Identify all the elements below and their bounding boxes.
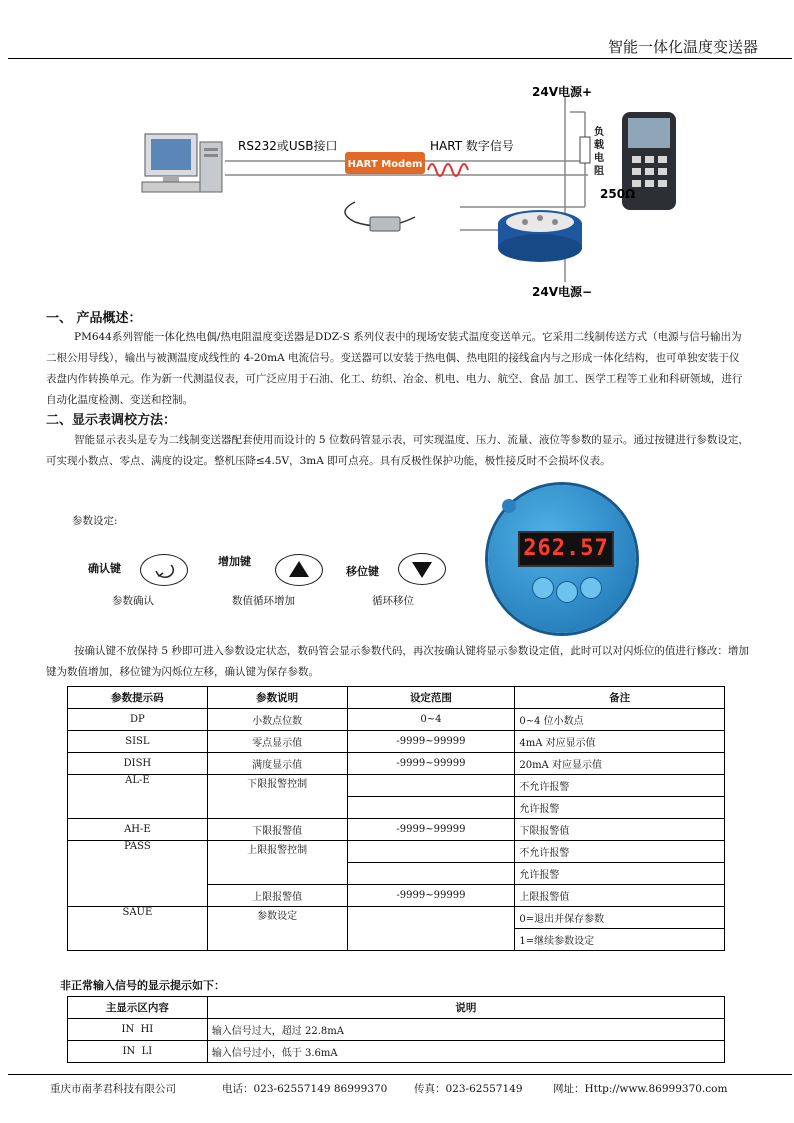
power-plus-label: 24V电源+ bbox=[532, 85, 593, 99]
shift-key-title: 移位键 bbox=[346, 565, 379, 578]
table-row: 允许报警 bbox=[68, 797, 725, 819]
signal-label: HART 数字信号 bbox=[430, 139, 514, 153]
wiring-diagram bbox=[130, 82, 690, 300]
abnormal-title: 非正常输入信号的显示提示如下： bbox=[60, 979, 225, 992]
table-row: DISH 满度显示值 -9999~99999 20mA 对应显示值 bbox=[68, 753, 725, 775]
confirm-key-caption: 参数确认 bbox=[112, 595, 154, 607]
table-row: SAUE 参数设定 0=退出并保存参数 bbox=[68, 907, 725, 929]
abnormal-table bbox=[67, 996, 725, 1063]
table-row: SISL 零点显示值 -9999~99999 4mA 对应显示值 bbox=[68, 731, 725, 753]
table-row: IN LI 输入信号过小，低于 3.6mA bbox=[68, 1041, 725, 1063]
modem-cable-icon bbox=[345, 202, 415, 231]
abnormal-table-header: 主显示区内容 bbox=[68, 997, 208, 1019]
footer-website: 网址：Http://www.86999370.com bbox=[553, 1083, 728, 1095]
mount-screw bbox=[502, 499, 516, 513]
table-row: AL-E 下限报警控制 不允许报警 bbox=[68, 775, 725, 797]
table-row: 允许报警 bbox=[68, 863, 725, 885]
transmitter-module-icon bbox=[498, 210, 582, 262]
confirm-key-button[interactable] bbox=[140, 554, 188, 586]
instruction-text: 按确认键不放保持 5 秒即可进入参数设定状态，数码管会显示参数代码，再次按确认键将显示参数设定值，此时可以对闪烁位的值进行修改：增加键为数值增加，移位键为闪烁位左移，确认键为保存参数。 bbox=[46, 645, 749, 678]
meter-down-button[interactable] bbox=[580, 577, 602, 599]
table-row: 1=继续参数设定 bbox=[68, 929, 725, 951]
shift-key-button[interactable] bbox=[398, 553, 446, 585]
led-display-value: 262.57 bbox=[523, 536, 609, 561]
power-minus-label: 24V电源− bbox=[532, 285, 593, 299]
increase-key-caption: 数值循环增加 bbox=[232, 595, 295, 607]
increase-key-button[interactable] bbox=[275, 554, 323, 586]
meter-up-button[interactable] bbox=[556, 581, 578, 603]
load-resistor-label: 负载电阻 bbox=[594, 127, 604, 177]
return-icon bbox=[141, 555, 187, 585]
increase-key-title: 增加键 bbox=[218, 555, 251, 568]
triangle-down-icon bbox=[399, 554, 445, 584]
header-title: 智能一体化温度变送器 bbox=[607, 38, 758, 56]
param-table bbox=[67, 686, 725, 951]
table-row: PASS 上限报警控制 不允许报警 bbox=[68, 841, 725, 863]
param-table-header: 备注 bbox=[515, 687, 725, 709]
modem-label: HART Modem bbox=[347, 159, 423, 170]
computer-icon bbox=[142, 134, 222, 192]
resistance-label: 250Ω bbox=[600, 187, 636, 201]
section1-body: PM644系列智能一体化热电偶/热电阻温度变送器是DDZ-S 系列仪表中的现场安装式温度变送单元。它采用二线制传送方式（电源与信号输出为二根公用导线），输出与被测温度成线性的 4-20mA 电流信号。变送器可以安装于热电偶、热电阻的接线盒内与之形成一体化结构，也可单独安装于仪表盘内作转换单元。作为新一代测温仪表，可广泛应用于石油、化工、纺织、冶金、机电、电力、航空、食品 加工、医学工程等工业和科研领域，进行自动化温度检测、变送和控制。 bbox=[46, 331, 743, 406]
shift-key-caption: 循环移位 bbox=[372, 595, 414, 607]
param-setting-label: 参数设定: bbox=[72, 515, 118, 527]
table-row: DP 小数点位数 0~4 0~4 位小数点 bbox=[68, 709, 725, 731]
footer-fax: 传真：023-62557149 bbox=[414, 1083, 523, 1095]
header-rule bbox=[8, 58, 792, 59]
footer-rule bbox=[8, 1074, 792, 1075]
led-display bbox=[518, 531, 614, 567]
section2-title: 二、显示表调校方法： bbox=[46, 413, 177, 428]
param-table-header: 参数提示码 bbox=[68, 687, 208, 709]
footer-company: 重庆市南孝君科技有限公司 bbox=[50, 1083, 176, 1095]
interface-label: RS232或USB接口 bbox=[238, 139, 338, 153]
table-row: 上限报警值 -9999~99999 上限报警值 bbox=[68, 885, 725, 907]
table-row: IN HI 输入信号过大，超过 22.8mA bbox=[68, 1019, 725, 1041]
section1-title: 一、 产品概述： bbox=[46, 311, 142, 326]
table-row: AH-E 下限报警值 -9999~99999 下限报警值 bbox=[68, 819, 725, 841]
param-table-header: 设定范围 bbox=[347, 687, 515, 709]
confirm-key-title: 确认键 bbox=[88, 562, 121, 575]
footer-phone: 电话：023-62557149 86999370 bbox=[222, 1083, 388, 1095]
resistor-icon bbox=[580, 137, 590, 163]
abnormal-table-header: 说明 bbox=[207, 997, 724, 1019]
triangle-up-icon bbox=[276, 555, 322, 585]
param-table-header: 参数说明 bbox=[207, 687, 347, 709]
display-meter bbox=[488, 485, 636, 633]
signal-wave-icon bbox=[428, 164, 468, 176]
section2-body: 智能显示表头是专为二线制变送器配套使用而设计的 5 位数码管显示表，可实现温度、压力、流量、液位等参数的显示。通过按键进行参数设定，可实现小数点、零点、满度的设定。整机压降≤4.5V，3mA 即可点亮。具有反极性保护功能，极性接反时不会损坏仪表。 bbox=[46, 434, 749, 467]
meter-enter-button[interactable] bbox=[532, 577, 554, 599]
